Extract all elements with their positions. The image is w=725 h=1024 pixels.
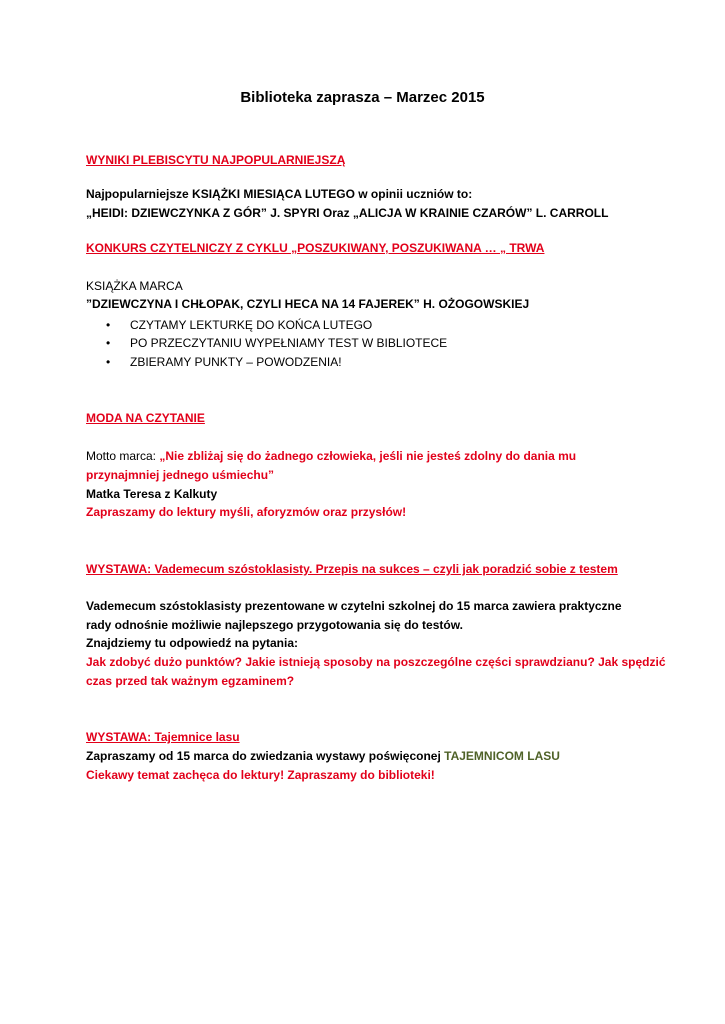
vademecum-line-3: Znajdziemy tu odpowiedź na pytania: (86, 636, 299, 650)
motto-line-1 (86, 448, 576, 464)
vademecum-line-1: Vademecum szóstoklasisty prezentowane w czytelni szkolnej do 15 marca zawiera praktyczne (86, 599, 622, 613)
las-line-1 (86, 748, 560, 764)
plebiscyt-line-1: Najpopularniejsze KSIĄŻKI MIESIĄCA LUTEGO w opinii uczniów to: (86, 187, 473, 201)
wystawa-las-heading: WYSTAWA: Tajemnice lasu (86, 730, 240, 744)
konkurs-book: ”DZIEWCZYNA I CHŁOPAK, CZYLI HECA NA 14 FAJEREK” H. OŻOGOWSKIEJ (86, 297, 530, 311)
vademecum-question-2: czas przed tak ważnym egzaminem? (86, 674, 295, 688)
moda-heading: MODA NA CZYTANIE (86, 411, 205, 425)
bullet-marker: • (106, 336, 111, 350)
moda-invite: Zapraszamy do lektury myśli, aforyzmów oraz przysłów! (86, 505, 407, 519)
las-line-2: Ciekawy temat zachęca do lektury! Zapraszamy do biblioteki! (86, 768, 435, 782)
motto-author: Matka Teresa z Kalkuty (86, 487, 218, 501)
motto-line-2: przynajmniej jednego uśmiechu” (86, 468, 275, 482)
motto-quote-start: „Nie zbliżaj się do żadnego człowieka, jeśli nie jesteś zdolny do dania mu (159, 449, 577, 463)
vademecum-question-1: Jak zdobyć dużo punktów? Jakie istnieją sposoby na poszczególne części sprawdzianu? Jak spędzić (86, 655, 666, 669)
plebiscyt-line-2: „HEIDI: DZIEWCZYNKA Z GÓR” J. SPYRI Oraz „ALICJA W KRAINIE CZARÓW” L. CARROLL (86, 206, 609, 220)
vademecum-line-2: rady odnośnie możliwie najlepszego przygotowania się do testów. (86, 618, 463, 632)
bullet-item: PO PRZECZYTANIU WYPEŁNIAMY TEST W BIBLIOTECE (130, 336, 448, 350)
konkurs-label: KSIĄŻKA MARCA (86, 279, 183, 293)
document-title: Biblioteka zaprasza – Marzec 2015 (240, 89, 485, 106)
bullet-marker: • (106, 318, 111, 332)
las-exhibition-name: TAJEMNICOM LASU (444, 749, 560, 763)
plebiscyt-heading: WYNIKI PLEBISCYTU NAJPOPULARNIEJSZĄ (86, 153, 346, 167)
wystawa-vademecum-heading: WYSTAWA: Vademecum szóstoklasisty. Przepis na sukces – czyli jak poradzić sobie z testem (86, 562, 618, 576)
las-invite-text: Zapraszamy od 15 marca do zwiedzania wystawy poświęconej (86, 749, 445, 763)
bullet-marker: • (106, 355, 111, 369)
konkurs-heading: KONKURS CZYTELNICZY Z CYKLU „POSZUKIWANY, POSZUKIWANA … „ TRWA (86, 241, 545, 255)
motto-label: Motto marca: (86, 449, 160, 463)
bullet-item: ZBIERAMY PUNKTY – POWODZENIA! (130, 355, 342, 369)
bullet-item: CZYTAMY LEKTURKĘ DO KOŃCA LUTEGO (130, 318, 373, 332)
